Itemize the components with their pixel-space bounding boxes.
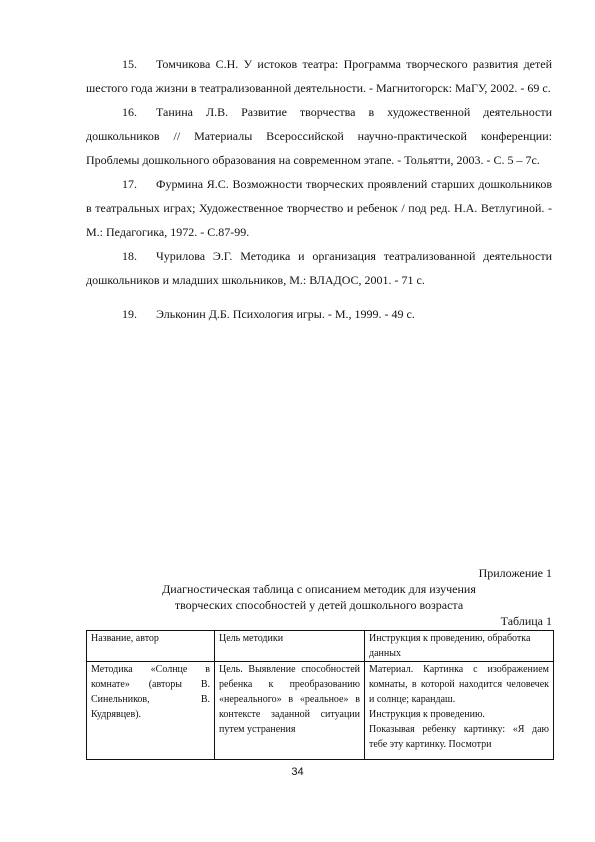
reference-item-17: [86, 172, 552, 244]
instruction-text: Показывая ребенку картинку: «Я даю тебе эту картинку. Посмотри: [369, 724, 549, 750]
header-name-author: Название, автор: [87, 631, 215, 662]
reference-item-16: [86, 100, 552, 172]
reference-item-18: [86, 244, 552, 292]
reference-number: 16.: [122, 105, 137, 119]
reference-number: 15.: [122, 57, 137, 71]
reference-text: Танина Л.В. Развитие творчества в художественной деятельности дошкольников // Материалы Всероссийской научно-практической конференции: Проблемы дошкольного образования на современном этапе. - Тольятти, 2003. - С. 5 – 7с.: [86, 105, 552, 167]
appendix-title-line-1: Диагностическая таблица с описанием методик для изучения: [162, 582, 476, 596]
table-row: [87, 662, 554, 760]
instruction-material: Материал. Картинка с изображением комнаты, в которой находится человечек и солнце; карандаш.: [369, 664, 549, 705]
cell-method-instruction: [365, 662, 554, 760]
cell-method-name: Методика «Солнце в комнате» (авторы В. Синельников, В. Кудрявцев).: [87, 662, 215, 760]
reference-list: [86, 52, 552, 326]
reference-number: 18.: [122, 249, 137, 263]
reference-item-19: [86, 302, 552, 326]
header-goal: Цель методики: [215, 631, 365, 662]
diagnostic-table: [86, 630, 554, 760]
table-header-row: [87, 631, 554, 662]
cell-method-goal: Цель. Выявление способностей ребенка к преобразованию «нереального» в «реальное» в контексте заданной ситуации путем устранения: [215, 662, 365, 760]
reference-text: Фурмина Я.С. Возможности творческих проявлений старших дошкольников в театральных играх; Художественное творчество и ребенок / под ред. Н.А. Ветлугиной. - М.: Педагогика, 1972. - С.87-99.: [86, 177, 552, 239]
reference-text: Томчикова С.Н. У истоков театра: Программа творческого развития детей шестого года жизни в театрализованной деятельности. - Магнитогорск: МаГУ, 2002. - 69 с.: [86, 57, 552, 95]
header-instruction: Инструкция к проведению, обработка данных: [365, 631, 554, 662]
reference-number: 19.: [122, 307, 137, 321]
appendix-label: Приложение 1: [478, 566, 552, 580]
reference-text: Эльконин Д.Б. Психология игры. - М., 1999. - 49 с.: [156, 307, 415, 321]
page-number: 34: [291, 766, 304, 778]
reference-number: 17.: [122, 177, 137, 191]
instruction-heading: Инструкция к проведению.: [369, 709, 485, 720]
reference-item-15: [86, 52, 552, 100]
appendix-header: [86, 565, 552, 629]
table-label: Таблица 1: [500, 614, 552, 628]
appendix-title-line-2: творческих способностей у детей дошкольного возраста: [174, 598, 464, 612]
reference-text: Чурилова Э.Г. Методика и организация театрализованной деятельности дошкольников и младших школьников, М.: ВЛАДОС, 2001. - 71 с.: [86, 249, 552, 287]
